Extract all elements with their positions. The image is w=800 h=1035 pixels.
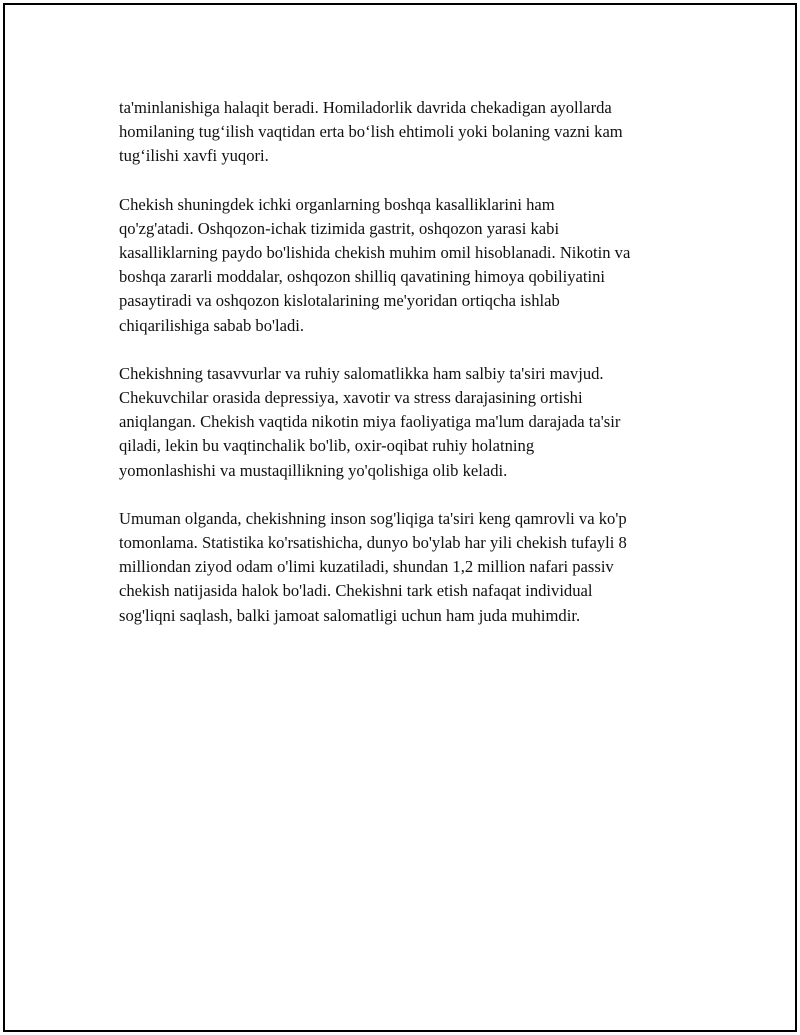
- paragraph-mental-health: Chekishning tasavvurlar va ruhiy salomatlikka ham salbiy ta'siri mavjud. Chekuvchilar orasida depressiya, xavotir va stress darajasining ortishi aniqlangan. Chekish vaqtida nikotin miya faoliyatiga ma'lum darajada ta'sir qiladi, lekin bu vaqtinchalik bo'lib, oxir-oqibat ruhiy holatning yomonlashishi va mustaqillikning yo'qolishiga olib keladi.: [119, 363, 621, 480]
- document-body: [119, 96, 699, 652]
- document-page: [3, 3, 797, 1032]
- paragraph-internal-organs: Chekish shuningdek ichki organlarning boshqa kasalliklarini ham qo'zg'atadi. Oshqozon-ichak tizimida gastrit, oshqozon yarasi kabi kasalliklarning paydo bo'lishida chekish muhim omil hisoblanadi. Nikotin va boshqa zararli moddalar, oshqozon shilliq qavatining himoya qobiliyatini pasaytiradi va oshqozon kislotalarining me'yoridan ortiqcha ishlab chiqarilishiga sabab bo'ladi.: [119, 194, 631, 335]
- paragraph-conclusion: Umuman olganda, chekishning inson sog'liqiga ta'siri keng qamrovli va ko'p tomonlama. Statistika ko'rsatishicha, dunyo bo'ylab har yili chekish tufayli 8 milliondan ziyod odam o'limi kuzatiladi, shundan 1,2 million nafari passiv chekish natijasida halok bo'ladi. Chekishni tark etish nafaqat individual sog'liqni saqlash, balki jamoat salomatligi uchun ham juda muhimdir.: [119, 508, 627, 625]
- paragraph-pregnancy-risk: ta'minlanishiga halaqit beradi. Homiladorlik davrida chekadigan ayollarda homilaning tug‘ilish vaqtidan erta bo‘lish ehtimoli yoki bolaning vazni kam tug‘ilishi xavfi yuqori.: [119, 98, 623, 166]
